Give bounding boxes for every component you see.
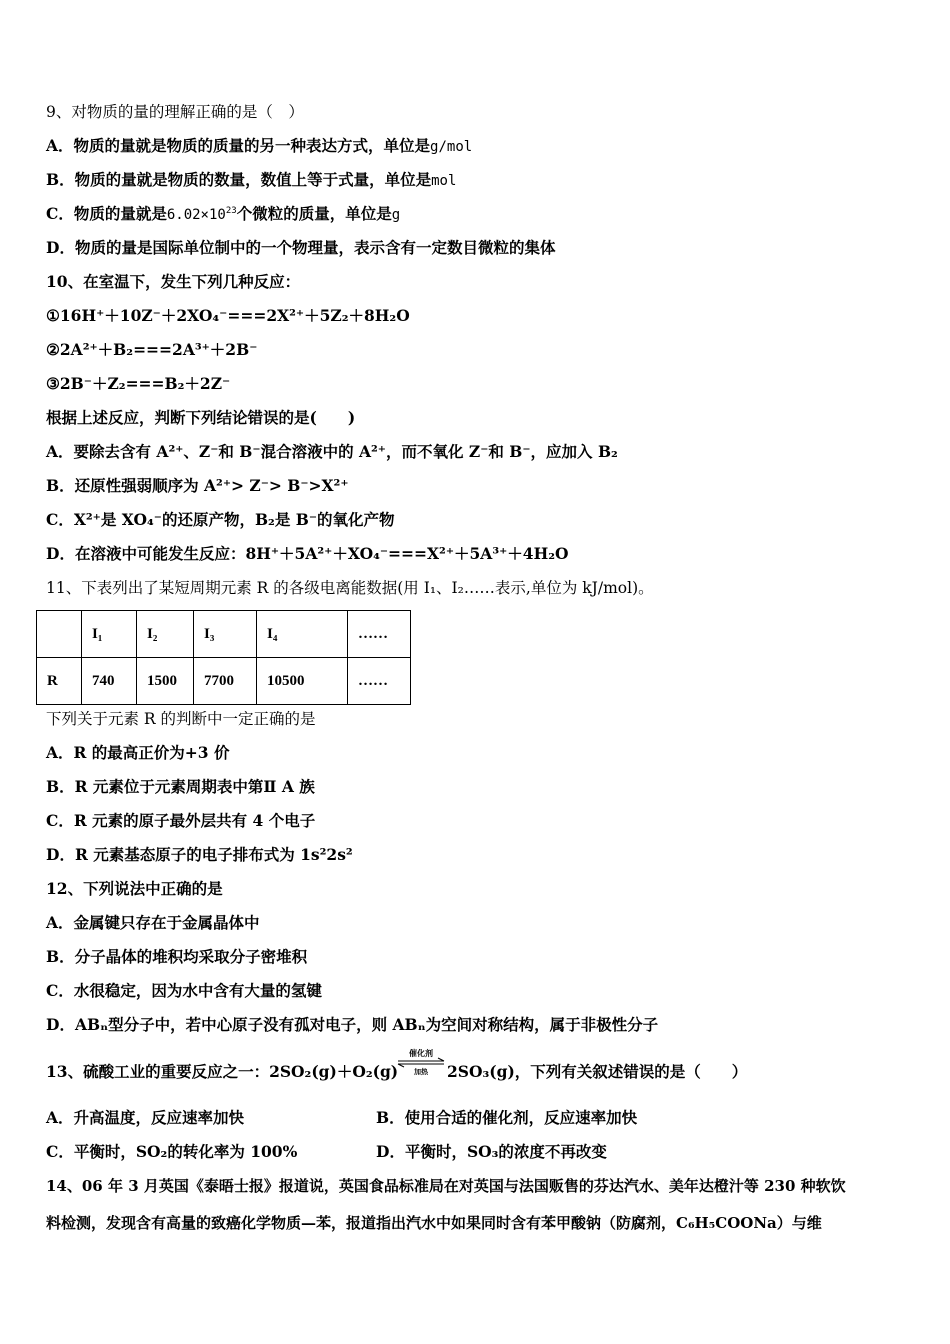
q10-ask: 根据上述反应，判断下列结论错误的是( ) <box>46 408 356 427</box>
q10-option-d: D．在溶液中可能发生反应：8H⁺＋5A²⁺＋XO₄⁻===X²⁺＋5A³⁺＋4H₂O <box>46 544 569 563</box>
q11-option-a: A．R 的最高正价为+3 价 <box>46 743 230 762</box>
arrow-top-label: 催化剂 <box>409 1049 433 1058</box>
q9-option-c <box>46 204 400 227</box>
q9-option-b-text: B．物质的量就是物质的数量，数值上等于式量，单位是 <box>46 170 432 189</box>
q9-option-b <box>46 170 456 191</box>
q13-option-c: C．平衡时，SO₂的转化率为 100% <box>46 1142 298 1161</box>
q10-option-b: B．还原性强弱顺序为 A²⁺> Z⁻> B⁻>X²⁺ <box>46 476 349 495</box>
q10-reaction-3: ③2B⁻＋Z₂===B₂＋2Z⁻ <box>46 374 231 393</box>
q11-option-c: C．R 元素的原子最外层共有 4 个电子 <box>46 811 316 830</box>
q12-option-c: C．水很稳定，因为水中含有大量的氢键 <box>46 981 322 1000</box>
table-cell: I₄ <box>257 611 348 658</box>
q13-option-d: D．平衡时，SO₃的浓度不再改变 <box>376 1142 607 1161</box>
q9-option-a <box>46 136 472 157</box>
table-cell: I₂ <box>137 611 194 658</box>
q9-option-d: D．物质的量是国际单位制中的一个物理量，表示含有一定数目微粒的集体 <box>46 238 556 257</box>
q10-reaction-2: ②2A²⁺＋B₂===2A³⁺＋2B⁻ <box>46 340 258 359</box>
q9-option-c-exp: 23 <box>225 206 237 216</box>
ionization-energy-table <box>36 610 411 705</box>
q10-reaction-1: ①16H⁺＋10Z⁻＋2XO₄⁻===2X²⁺＋5Z₂＋8H₂O <box>46 306 410 325</box>
table-cell: 1500 <box>137 658 194 705</box>
q9-stem: 9、对物质的量的理解正确的是（ ） <box>46 103 304 121</box>
q13-stem-pre: 13、硫酸工业的重要反应之一：2SO₂(g)＋O₂(g) <box>46 1062 399 1081</box>
table-cell: R <box>37 658 82 705</box>
q9-option-c-num: 6.02×10 <box>166 207 226 223</box>
q13-stem-post: 2SO₃(g)，下列有关叙述错误的是（ ） <box>447 1062 748 1081</box>
table-cell <box>37 611 82 658</box>
table-cell: I₃ <box>194 611 257 658</box>
q9-option-c-pre: C．物质的量就是 <box>46 204 167 223</box>
q11-ask: 下列关于元素 R 的判断中一定正确的是 <box>46 710 316 728</box>
q9-option-c-unit: g <box>391 207 401 223</box>
q10-option-a: A．要除去含有 A²⁺、Z⁻和 B⁻混合溶液中的 A²⁺，而不氧化 Z⁻和 B⁻，应加入 B₂ <box>46 442 618 461</box>
q9-option-a-unit: g/mol <box>430 139 473 155</box>
q13-option-b: B．使用合适的催化剂，反应速率加快 <box>376 1108 638 1127</box>
table-header-row <box>37 611 411 658</box>
table-cell: I₁ <box>82 611 137 658</box>
table-row <box>37 658 411 705</box>
table-cell: 10500 <box>257 658 348 705</box>
q9-option-b-unit: mol <box>431 173 457 189</box>
table-cell: …… <box>348 611 411 658</box>
q12-stem: 12、下列说法中正确的是 <box>46 879 223 898</box>
q11-stem: 11、下表列出了某短周期元素 R 的各级电离能数据(用 I₁、I₂……表示,单位为 kJ/mol)。 <box>46 579 654 597</box>
table-cell: …… <box>348 658 411 705</box>
q12-option-a: A．金属键只存在于金属晶体中 <box>46 913 260 932</box>
q12-option-b: B．分子晶体的堆积均采取分子密堆积 <box>46 947 308 966</box>
arrow-bottom-label: 加热 <box>414 1068 428 1076</box>
q11-option-b: B．R 元素位于元素周期表中第Ⅱ A 族 <box>46 777 315 796</box>
q9-option-a-text: A．物质的量就是物质的质量的另一种表达方式，单位是 <box>46 136 431 155</box>
q14-line-1: 14、06 年 3 月英国《泰晤士报》报道说，英国食品标准局在对英国与法国贩售的芬达汽水、美年达橙汁等 230 种软饮 <box>46 1177 846 1195</box>
q13-option-a: A．升高温度，反应速率加快 <box>46 1108 245 1127</box>
q12-option-d: D．ABₙ型分子中，若中心原子没有孤对电子，则 ABₙ为空间对称结构，属于非极性分子 <box>46 1015 659 1034</box>
q11-option-d: D．R 元素基态原子的电子排布式为 1s²2s² <box>46 845 353 864</box>
q10-stem: 10、在室温下，发生下列几种反应： <box>46 272 301 291</box>
q10-option-c: C．X²⁺是 XO₄⁻的还原产物，B₂是 B⁻的氧化产物 <box>46 510 395 529</box>
q14-line-2: 料检测，发现含有高量的致癌化学物质—苯，报道指出汽水中如果同时含有苯甲酸钠（防腐剂，C₆H₅COONa）与维 <box>46 1214 822 1232</box>
q9-option-c-post: 个微粒的质量，单位是 <box>236 204 392 223</box>
table-cell: 7700 <box>194 658 257 705</box>
table-cell: 740 <box>82 658 137 705</box>
equilibrium-arrow-icon <box>396 1048 446 1078</box>
